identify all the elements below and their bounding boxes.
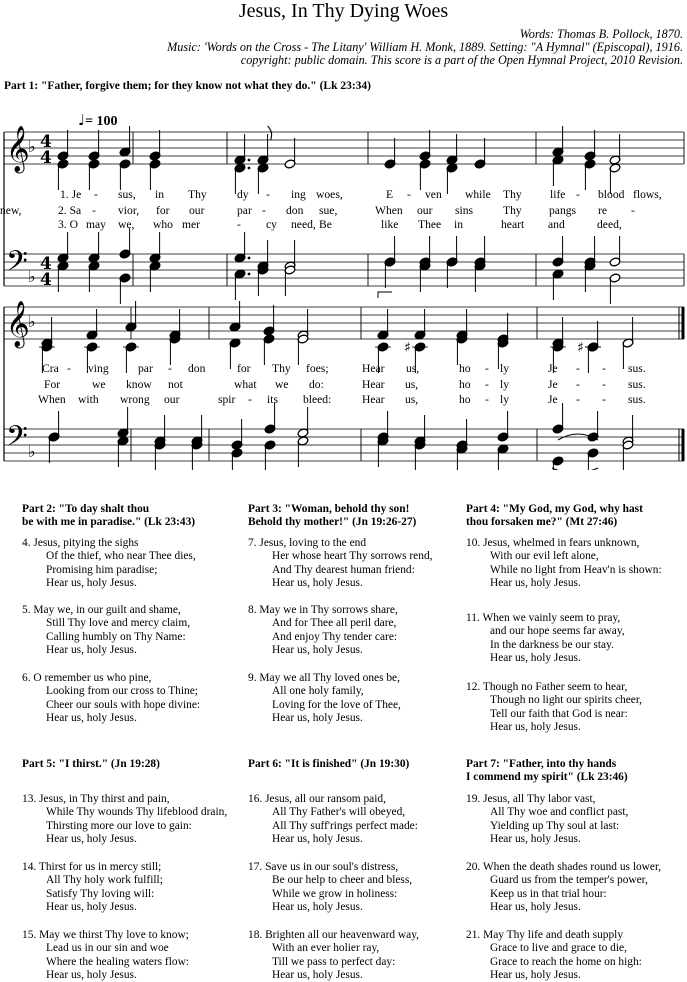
time-signature: 4 xyxy=(40,148,52,168)
verse-line: Lead us in our sin and woe xyxy=(46,942,169,955)
note-dot xyxy=(248,167,251,170)
verse-line: Yielding up Thy soul at last: xyxy=(490,819,620,832)
verse-line: 17. Save us in our soul's distress, xyxy=(248,861,399,873)
verse-line: While Thy wounds Thy lifeblood drain, xyxy=(46,806,228,819)
lyric-syllable: - xyxy=(602,393,606,406)
lyric-syllable: ly xyxy=(500,393,510,406)
verse-line: 6. O remember us who pine, xyxy=(22,672,152,684)
lyric-syllable: life xyxy=(550,188,566,201)
part-heading: Part 2: "To day shalt thou xyxy=(22,503,150,515)
verse-line: In the darkness be our stay. xyxy=(490,638,614,651)
verse-line: All Thy Father's will obeyed, xyxy=(272,806,406,819)
lyric-syllable: E xyxy=(386,188,394,201)
verse-line: Where the healing waters flow: xyxy=(46,955,189,968)
verse-line: All Thy suff'rings perfect made: xyxy=(272,819,418,832)
lyric-syllable: par xyxy=(237,204,252,217)
lyric-syllable: - xyxy=(67,362,71,375)
part-heading: I commend my spirit" (Lk 23:46) xyxy=(466,771,628,783)
verse-line: With our evil left alone, xyxy=(490,550,599,563)
lyric-syllable: what xyxy=(234,378,257,391)
lyric-syllable: not xyxy=(168,378,183,391)
verse-line: Loving for the love of Thee, xyxy=(272,698,401,711)
lyric-syllable: - xyxy=(248,393,252,406)
verse-line: Of the thief, who near Thee dies, xyxy=(46,550,196,563)
verse-line: Hear us, holy Jesus. xyxy=(46,900,137,913)
verse-line: Grace to reach the home on high: xyxy=(490,955,642,968)
verse-stanza xyxy=(248,604,398,657)
verse-stanza xyxy=(466,929,642,982)
lyric-syllable: dy xyxy=(237,188,249,201)
lyric-syllable: may xyxy=(86,218,106,231)
lyric-syllable: - xyxy=(485,393,489,406)
verse-stanza xyxy=(22,604,190,657)
lyric-syllable: 1. Je xyxy=(60,188,82,201)
lyric-syllable: don xyxy=(188,362,206,375)
lyric-syllable: Thy xyxy=(503,204,522,217)
lyric-syllable: - xyxy=(485,362,489,375)
verse-line: 4. Jesus, pitying the sighs xyxy=(22,537,139,549)
lyric-syllable: - xyxy=(576,378,580,391)
lyric-syllable: - xyxy=(631,204,635,217)
verse-line: 21. May Thy life and death supply xyxy=(466,929,624,941)
page-title: Jesus, In Thy Dying Woes xyxy=(238,0,449,22)
lyric-syllable: 2. Sa xyxy=(58,204,82,217)
lyric-syllable: Be xyxy=(319,218,332,231)
verse-line: Hear us, holy Jesus. xyxy=(272,643,363,656)
lyric-syllable: - xyxy=(602,362,606,375)
flat-icon: ♭ xyxy=(28,267,36,286)
verse-stanza xyxy=(248,537,432,590)
verse-line: Till we pass to perfect day: xyxy=(272,955,396,968)
lyric-syllable: new, xyxy=(0,204,22,217)
lyric-syllable: while xyxy=(465,188,491,201)
lyric-syllable: Hear xyxy=(362,362,385,375)
verse-stanza xyxy=(22,537,196,590)
verse-line: Cheer our souls with hope divine: xyxy=(46,698,201,711)
lyric-syllable: our xyxy=(164,393,180,406)
section-bracket xyxy=(378,292,392,298)
credit-music: Music: 'Words on the Cross - The Litany' William H. Monk, 1889. Setting: "A Hymnal" (Episcopal), 1916. xyxy=(167,40,683,54)
lyric-syllable: Thy xyxy=(188,188,207,201)
verse-line: Hear us, holy Jesus. xyxy=(490,651,581,664)
lyric-syllable: 3. O xyxy=(58,218,78,231)
tie xyxy=(552,468,598,470)
lyric-syllable: sus. xyxy=(628,393,646,406)
verse-stanza xyxy=(22,861,163,914)
lyric-syllable: and xyxy=(548,218,565,231)
verse-line: Satisfy Thy loving will: xyxy=(46,887,155,900)
lyric-syllable: When xyxy=(375,204,403,217)
verse-line: Calling humbly on Thy Name: xyxy=(46,630,186,643)
verse-line: Though no light our spirits cheer, xyxy=(490,694,643,707)
verse-line: 14. Thirst for us in mercy still; xyxy=(22,861,162,873)
part-heading: Part 3: "Woman, behold thy son! xyxy=(248,503,410,515)
lyric-syllable: For xyxy=(44,378,61,391)
part-heading: thou forsaken me?" (Mt 27:46) xyxy=(466,516,618,528)
part-heading: Part 5: "I thirst." (Jn 19:28) xyxy=(22,758,160,770)
part-heading: be with me in paradise." (Lk 23:43) xyxy=(22,516,196,528)
lyric-syllable: Je xyxy=(548,378,558,391)
verse-line: 19. Jesus, all Thy labor vast, xyxy=(466,793,596,805)
time-signature: 4 xyxy=(40,270,52,290)
verse-stanza xyxy=(466,537,662,590)
lyric-syllable: our xyxy=(189,204,205,217)
lyric-syllable: us, xyxy=(405,378,419,391)
verse-line: Hear us, holy Jesus. xyxy=(272,711,363,724)
lyric-syllable: blood xyxy=(598,188,625,201)
verse-line: Keep us in that trial hour: xyxy=(490,887,607,900)
lyric-syllable: Hear xyxy=(362,378,385,391)
lyric-syllable: - xyxy=(602,378,606,391)
lyric-syllable: foes; xyxy=(306,362,329,375)
lyric-syllable: re xyxy=(598,204,608,217)
verse-line: 12. Though no Father seem to hear, xyxy=(466,681,628,693)
lyric-syllable: like xyxy=(381,218,399,231)
verse-line: 9. May we all Thy loved ones be, xyxy=(248,672,400,684)
lyric-syllable: ven xyxy=(425,188,442,201)
verse-line: Looking from our cross to Thine; xyxy=(46,685,198,698)
note-dot xyxy=(248,159,251,162)
verse-line: And for Thee all peril dare, xyxy=(272,617,397,630)
note-dot xyxy=(248,257,251,260)
lyric-syllable: in xyxy=(454,218,464,231)
time-signature: 4 xyxy=(40,254,52,274)
lyric-syllable: When xyxy=(38,393,66,406)
verse-line: 15. May we thirst Thy love to know; xyxy=(22,929,189,941)
lyric-syllable: us, xyxy=(405,393,419,406)
lyric-syllable: - xyxy=(94,188,98,201)
verse-stanza xyxy=(248,929,419,982)
lyric-syllable: know xyxy=(126,378,152,391)
verse-line: Hear us, holy Jesus. xyxy=(46,968,137,981)
verse-stanza xyxy=(22,793,227,846)
lyric-syllable: sus. xyxy=(628,378,646,391)
lyric-syllable: we, xyxy=(118,218,135,231)
verse-line: 16. Jesus, all our ransom paid, xyxy=(248,793,386,805)
lyric-syllable: we xyxy=(275,378,289,391)
verse-line: Hear us, holy Jesus. xyxy=(490,576,581,589)
lyric-syllable: its xyxy=(267,393,278,406)
verse-stanza xyxy=(466,861,661,914)
credit-words: Words: Thomas B. Pollock, 1870. xyxy=(519,27,683,41)
lyric-syllable: Thy xyxy=(503,188,522,201)
treble-clef-icon: 𝄞 xyxy=(6,126,30,172)
lyric-syllable: - xyxy=(92,204,96,217)
lyric-syllable: ly xyxy=(500,378,510,391)
lyric-syllable: - xyxy=(576,393,580,406)
lyric-syllable: - xyxy=(576,188,580,201)
lyric-syllable: Cra xyxy=(42,362,59,375)
verse-line: 20. When the death shades round us lower, xyxy=(466,861,662,873)
verse-line: Hear us, holy Jesus. xyxy=(46,643,137,656)
verse-stanza xyxy=(248,793,418,846)
verse-line: Thirsting more our love to gain: xyxy=(46,819,192,832)
note-dot xyxy=(248,273,251,276)
lyric-syllable: mer xyxy=(182,218,201,231)
verse-line: Hear us, holy Jesus. xyxy=(272,968,363,981)
lyric-syllable: wrong xyxy=(120,393,150,406)
lyric-syllable: - xyxy=(262,204,266,217)
verse-stanza xyxy=(22,672,200,725)
verse-line: and our hope seems far away, xyxy=(490,625,625,638)
lyric-syllable: cy xyxy=(266,218,277,231)
lyric-syllable: Je xyxy=(548,393,558,406)
verse-stanza xyxy=(466,793,628,846)
verse-line: Hear us, holy Jesus. xyxy=(490,832,581,845)
lyric-syllable: - xyxy=(407,188,411,201)
flat-icon: ♭ xyxy=(28,312,36,331)
treble-clef-icon: 𝄞 xyxy=(6,301,30,347)
lyric-syllable: flows, xyxy=(633,188,662,201)
lyric-syllable: deed, xyxy=(597,218,622,231)
sharp-icon: ♯ xyxy=(577,340,584,356)
lyric-syllable: who xyxy=(153,218,173,231)
lyric-syllable: us, xyxy=(406,362,420,375)
verse-line: Hear us, holy Jesus. xyxy=(272,576,363,589)
lyric-syllable: sue, xyxy=(319,204,338,217)
verse-line: Hear us, holy Jesus. xyxy=(490,720,581,733)
verse-line: And Thy dearest human friend: xyxy=(272,563,415,576)
verse-line: Hear us, holy Jesus. xyxy=(272,900,363,913)
verse-line: Hear us, holy Jesus. xyxy=(490,968,581,981)
verse-line: All Thy woe and conflict past, xyxy=(490,806,629,819)
credit-copyright: copyright: public domain. This score is a part of the Open Hymnal Project, 2010 Revision. xyxy=(240,53,683,67)
quarter-note-icon: ♩ xyxy=(78,111,86,129)
verse-line: While we grow in holiness: xyxy=(272,887,398,900)
lyric-syllable: Thee xyxy=(418,218,442,231)
verse-line: 13. Jesus, in Thy thirst and pain, xyxy=(22,793,170,805)
music-score xyxy=(0,0,687,470)
lyric-syllable: with xyxy=(78,393,99,406)
lyric-syllable: Hear xyxy=(362,393,385,406)
verse-line: 10. Jesus, whelmed in fears unknown, xyxy=(466,537,640,549)
lyric-syllable: our xyxy=(417,204,433,217)
verse-line: Hear us, holy Jesus. xyxy=(46,711,137,724)
verse-stanza xyxy=(22,929,189,982)
verse-line: Hear us, holy Jesus. xyxy=(46,832,137,845)
verse-line: 18. Brighten all our heavenward way, xyxy=(248,929,420,941)
verse-line: Be our help to cheer and bless, xyxy=(272,874,413,887)
verse-line: 5. May we, in our guilt and shame, xyxy=(22,604,181,616)
lyric-syllable: - xyxy=(266,188,270,201)
verse-line: Hear us, holy Jesus. xyxy=(46,576,137,589)
part1-heading: Part 1: "Father, forgive them; for they know not what they do." (Lk 23:34) xyxy=(4,80,371,92)
lyric-syllable: ly xyxy=(500,362,510,375)
part-heading: Part 4: "My God, my God, why hast xyxy=(466,503,643,515)
lyric-syllable: - xyxy=(237,218,241,231)
verse-line: All one holy family, xyxy=(272,685,364,698)
lyric-syllable: don xyxy=(286,204,304,217)
verse-stanza xyxy=(466,612,625,665)
lyric-syllable: pangs xyxy=(549,204,577,217)
verse-line: And enjoy Thy tender care: xyxy=(272,630,398,643)
verse-line: Hear us, holy Jesus. xyxy=(272,832,363,845)
verse-line: Grace to live and grace to die, xyxy=(490,942,627,955)
part-heading: Part 7: "Father, into thy hands xyxy=(466,758,617,770)
verse-line: Hear us, holy Jesus. xyxy=(490,900,581,913)
verse-line: All Thy holy work fulfill; xyxy=(46,874,163,887)
lyric-syllable: ho xyxy=(459,378,471,391)
flat-icon: ♭ xyxy=(28,442,36,461)
time-signature: 4 xyxy=(40,132,52,152)
verse-line: With an ever holier ray, xyxy=(272,942,380,955)
tempo-value: = 100 xyxy=(85,114,118,129)
lyric-syllable: we xyxy=(92,378,106,391)
lyric-syllable: bleed: xyxy=(303,393,332,406)
verse-line: 11. When we vainly seem to pray, xyxy=(466,612,621,624)
lyric-syllable: ing xyxy=(291,188,306,201)
part-heading: Behold thy mother!" (Jn 19:26-27) xyxy=(248,516,417,528)
verse-line: Tell our faith that God is near: xyxy=(490,707,628,720)
verse-line: While no light from Heav'n is shown: xyxy=(490,563,662,576)
lyric-syllable: ho xyxy=(459,362,471,375)
verse-line: Guard us from the temper's power, xyxy=(490,874,648,887)
sharp-icon: ♯ xyxy=(404,340,411,356)
lyric-syllable: - xyxy=(576,362,580,375)
lyric-syllable: do: xyxy=(309,378,324,391)
verse-stanza xyxy=(466,681,642,734)
lyric-syllable: heart xyxy=(501,218,525,231)
lyric-syllable: spir xyxy=(218,393,236,406)
lyric-syllable: - xyxy=(168,362,172,375)
verse-line: 8. May we in Thy sorrows share, xyxy=(248,604,398,616)
lyric-syllable: for xyxy=(156,204,170,217)
bass-clef-icon: 𝄢 xyxy=(6,420,28,460)
lyric-syllable: need, xyxy=(291,218,316,231)
lyric-syllable: ving xyxy=(88,362,109,375)
flat-icon: ♭ xyxy=(28,137,36,156)
lyric-syllable: sus. xyxy=(628,362,646,375)
lyric-syllable: in xyxy=(155,188,165,201)
verse-line: Promising him paradise; xyxy=(46,563,158,576)
note-flag xyxy=(268,126,272,140)
lyric-syllable: Thy xyxy=(272,362,291,375)
lyric-syllable: woes, xyxy=(316,188,343,201)
part-heading: Part 6: "It is finished" (Jn 19:30) xyxy=(248,758,410,770)
lyric-syllable: vior, xyxy=(118,204,140,217)
lyric-syllable: sus, xyxy=(118,188,136,201)
lyric-syllable: - xyxy=(485,378,489,391)
bass-clef-icon: 𝄢 xyxy=(6,245,28,285)
lyric-syllable: Je xyxy=(548,362,558,375)
verse-line: Still Thy love and mercy claim, xyxy=(46,617,191,630)
verse-line: 7. Jesus, loving to the end xyxy=(248,537,367,549)
lyric-syllable: for xyxy=(237,362,251,375)
verse-stanza xyxy=(248,672,401,725)
lyric-syllable: par xyxy=(138,362,153,375)
verse-stanza xyxy=(248,861,412,914)
lyric-syllable: ho xyxy=(459,393,471,406)
verse-line: Her whose heart Thy sorrows rend, xyxy=(272,550,433,563)
lyric-syllable: sins xyxy=(455,204,474,217)
